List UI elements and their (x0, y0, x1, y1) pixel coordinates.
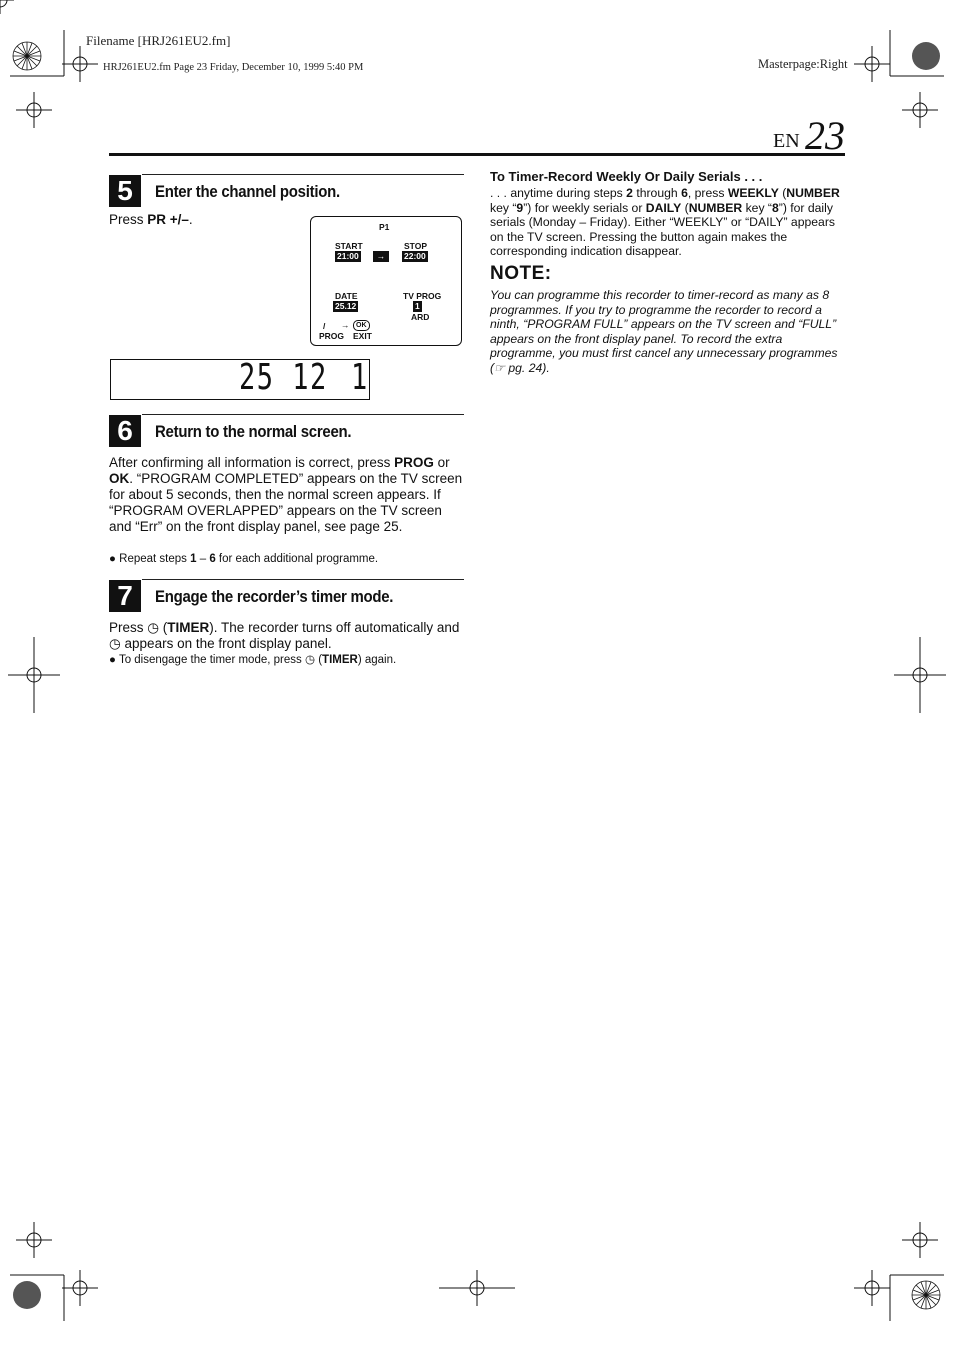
step7-paragraph: Press ◷ (TIMER). The recorder turns off automatically and ◷ appears on the front display panel. (109, 620, 460, 651)
step6-title: Return to the normal screen. (155, 422, 352, 441)
serials-heading: To Timer-Record Weekly Or Daily Serials . . . (490, 169, 763, 184)
step5-instruction: Press PR +/–. (109, 212, 193, 227)
step7-rule (142, 579, 464, 580)
display-channel-digit: 1 (351, 357, 369, 398)
date-value: 25.12 (335, 301, 357, 311)
serials-paragraph: . . . anytime during steps 2 through 6, press WEEKLY (NUMBER key “9”) for weekly serials or DAILY (NUMBER key “8”) for daily serials (Monday – Friday). Either “WEEKLY” or “DAILY” appears on the TV screen. Pressing the button again makes the corresponding indication disappear. (490, 186, 840, 259)
ok-icon: OK (353, 320, 370, 331)
start-time: 21:00 (337, 251, 359, 261)
nav-hint: / (323, 321, 326, 331)
tv-prog-value: 1 (415, 301, 420, 311)
front-display-panel (110, 359, 370, 400)
filename-label: Filename [HRJ261EU2.fm] (86, 33, 231, 48)
stop-time: 22:00 (404, 251, 426, 261)
arrow-right-icon: → (341, 320, 350, 330)
date-label: DATE (335, 291, 358, 301)
note-text: You can programme this recorder to timer-record as many as 8 programmes. If you try to programme the recorder to record a ninth, “PROGRAM FULL” appears on the TV screen and “FULL” appears on the front display panel. To record the extra programme, you must first cancel any unnecessary programmes (☞ pg. 24). (490, 288, 838, 375)
step6-rule (142, 414, 464, 415)
masterpage-label: Masterpage:Right (758, 57, 848, 71)
step7-number: 7 (109, 580, 141, 612)
step5-title: Enter the channel position. (155, 182, 340, 201)
timer-icon: ◷ (304, 654, 316, 666)
step7-title: Engage the recorder’s timer mode. (155, 587, 394, 606)
step7-bullet: ● To disengage the timer mode, press ◷ (TIMER) again. (109, 654, 397, 666)
program-label: P1 (379, 222, 390, 232)
channel-name: ARD (411, 312, 430, 322)
arrow-icon: → (373, 251, 389, 262)
tv-prog-label: TV PROG (403, 291, 442, 301)
step6-paragraph: After confirming all information is correct, press PROG or OK. “PROGRAM COMPLETED” appears on the TV screen for about 5 seconds, then the normal screen appears. If “PROGRAM OVERLAPPED” appears on the TV screen and “Err” on the front display panel, see page 25. (109, 455, 463, 534)
stop-label: STOP (404, 241, 427, 251)
note-title: NOTE: (490, 263, 552, 284)
exit-label: EXIT (353, 331, 372, 341)
pr-key: PR +/– (147, 212, 189, 227)
timer-icon: ◷ (109, 636, 121, 651)
timer-icon: ◷ (147, 620, 160, 635)
step6-number: 6 (109, 415, 141, 447)
file-info: HRJ261EU2.fm Page 23 Friday, December 10, 1999 5:40 PM (103, 62, 364, 73)
page-number: 23 (805, 113, 845, 158)
header-rule (109, 153, 845, 156)
tv-screen-illustration (310, 216, 462, 346)
step5-number: 5 (109, 175, 141, 207)
step5-rule (142, 174, 464, 175)
display-date-digits: 25 12 (239, 357, 328, 398)
step6-bullet: ● Repeat steps 1 – 6 for each additional programme. (109, 553, 379, 565)
prog-label: PROG (319, 331, 345, 341)
language-code: EN (773, 130, 800, 152)
start-label: START (335, 241, 363, 251)
